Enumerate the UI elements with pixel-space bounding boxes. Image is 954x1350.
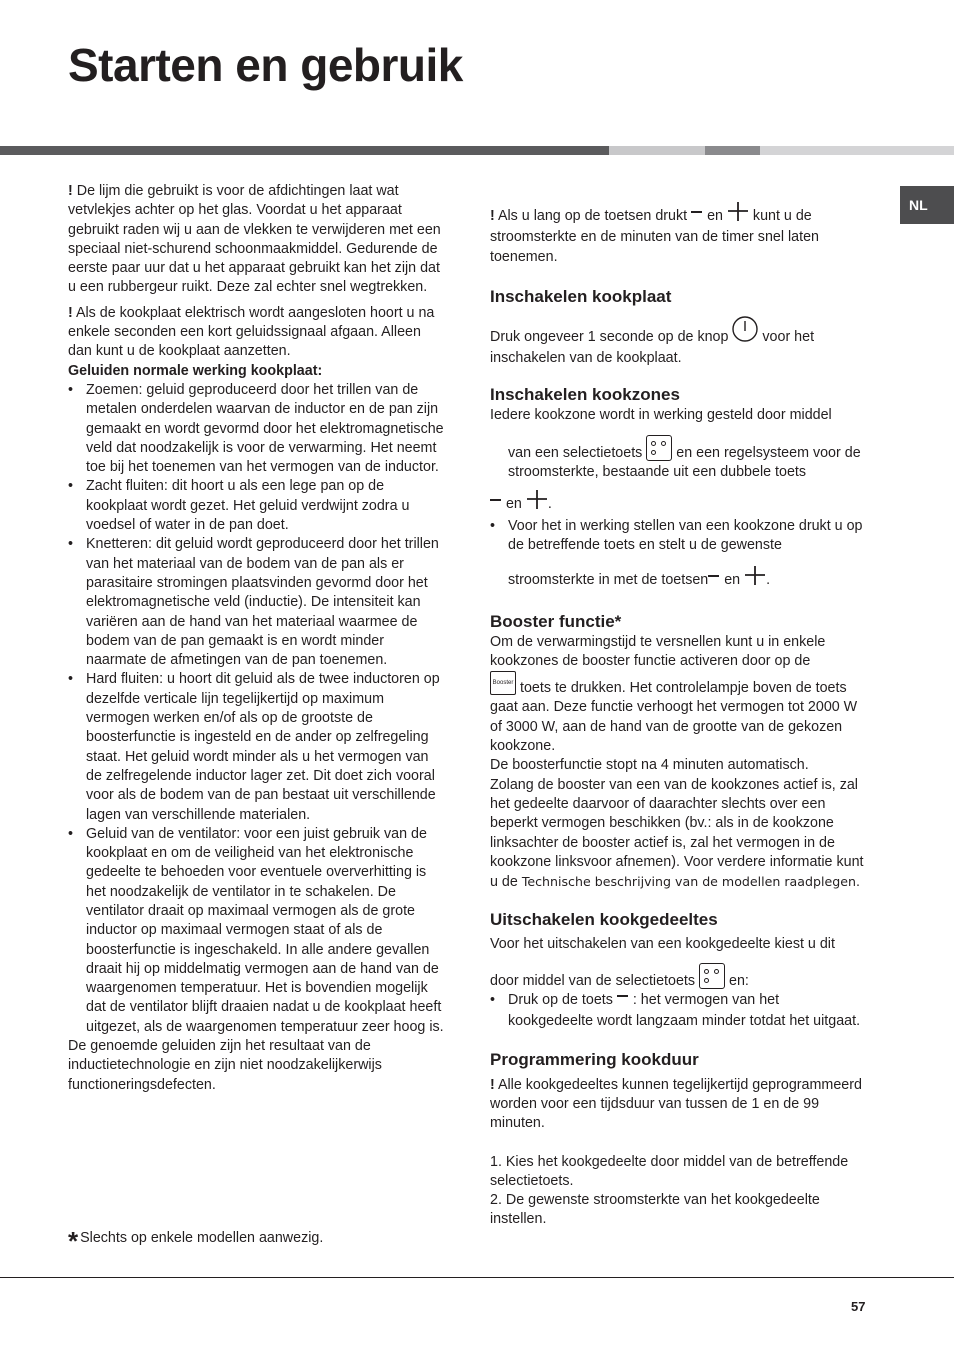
- zones-bullet-part: .: [766, 572, 771, 589]
- section-heading: Booster functie*: [490, 611, 622, 631]
- minus-icon: [490, 496, 502, 516]
- booster-key-icon: Booster: [490, 671, 516, 695]
- fast-increase-tip: [490, 202, 868, 267]
- zones-bullet-part: Voor het in werking stellen van een kookzone drukt u op de betreffende toets en stelt u de gewenste: [508, 517, 863, 553]
- booster-text: [490, 633, 868, 757]
- off-text: [490, 963, 868, 991]
- list-item: • Knetteren: dit geluid wordt geproduceerd door het trillen van het materiaal van de bodem van de pan als er parasitaire stromingen plaatsvinden gevormd door het elektromagnetische veld (inductie). De intensiteit kan variëren aan de hand van het materiaal waarmee de bodem van de pan gemaakt is en wordt minder naarmate de afmetingen van de pan toenemen.: [68, 535, 444, 670]
- zones-bullet-part: stroomsterkte in met de toetsen: [508, 572, 709, 589]
- footnote-mark: *: [68, 1226, 79, 1256]
- hob-on-part: Druk ongeveer 1 seconde op de knop: [490, 328, 733, 345]
- off-bullet-part: : het vermogen van het kookgedeelte wordt langzaam minder totdat het uitgaat.: [508, 992, 861, 1030]
- selector-icon: [699, 963, 725, 989]
- booster-part: toets te drukken. Het controlelampje boven de toets gaat aan. Deze functie verhoogt het vermogen tot 2000 W of 3000 W, aan de hand van de grootte van de gekozen kookzone.: [490, 680, 858, 755]
- sounds-closing: De genoemde geluiden zijn het resultaat van de inductietechnologie en zijn niet noodzakelijkerwijs functioneringsdefecten.: [68, 1038, 382, 1093]
- plus-icon: [744, 566, 766, 592]
- minus-icon: [691, 208, 703, 228]
- warning-mark: !: [68, 304, 73, 321]
- plus-icon: [526, 490, 548, 516]
- power-icon: [732, 315, 758, 349]
- zones-part: van een selectietoets: [508, 444, 647, 461]
- footnote-text: Slechts op enkele modellen aanwezig.: [80, 1230, 324, 1246]
- minus-icon: [617, 992, 629, 1012]
- booster-part: Om de verwarmingstijd te versnellen kunt u in enkele kookzones de booster functie activeren door op de: [490, 633, 826, 669]
- section-heading: Inschakelen kookzones: [490, 385, 680, 405]
- program-step-2: 2. De gewenste stroomsterkte van het kookgedeelte instellen.: [490, 1192, 820, 1228]
- header-bar-light-end: [760, 146, 954, 155]
- zones-text: [490, 435, 868, 483]
- warning-mark: !: [490, 208, 495, 224]
- header-bar-mid: [705, 146, 760, 155]
- header-bar-dark: [0, 146, 609, 155]
- zones-part: en een regelsysteem voor de stroomsterkte, bestaande uit een dubbele toets: [508, 444, 861, 481]
- section-heading: Programmering kookduur: [490, 1049, 699, 1069]
- off-bullet-part: Druk op de toets: [508, 992, 617, 1009]
- off-intro: Voor het uitschakelen van een kookgedeelte kiest u dit: [490, 936, 835, 953]
- off-list: [490, 991, 868, 1032]
- zones-bullet-part: en: [720, 572, 745, 589]
- warning-mark: !: [68, 183, 73, 199]
- booster-part: Zolang de booster van een van de kookzones actief is, zal het gedeelte daarvoor of daarachter slechts over een beperkt vermogen beschikken (bv.: als in de kookzone linksachter de booster actief is, zal het vermogen in de kookzone linksvoor afnemen). Voor verdere informatie kunt u de: [490, 776, 864, 891]
- booster-limit: [490, 776, 868, 893]
- tip-text: kunt u de stroomsterkte en de minuten van de timer snel laten toenemen.: [490, 208, 819, 265]
- list-item: • Zacht fluiten: dit hoort u als een lege pan op de kookplaat wordt gezet. Het geluid verdwijnt zodra u voedsel of water in de pan doet.: [68, 477, 444, 535]
- language-tab: NL: [900, 186, 954, 224]
- footnote: [68, 1226, 323, 1257]
- adhesive-note-text: De lijm die gebruikt is voor de afdichtingen laat wat vetvlekjes achter op het glas. Voordat u het apparaat gebruikt raden wij u aan de vlekken te verwijderen met een speciaal niet-schurend schoonmaakmiddel. Gedurende de eerste paar uur dat u het apparaat gebruikt kan het zijn dat u een rubbergeur ruikt. Deze zal echter snel wegtrekken.: [68, 183, 441, 296]
- program-note: [490, 1076, 868, 1134]
- hob-on-text: [490, 315, 868, 369]
- booster-stop: De boosterfunctie stopt na 4 minuten automatisch.: [490, 757, 809, 774]
- sounds-heading: Geluiden normale werking kookplaat:: [68, 362, 323, 379]
- minus-icon: [708, 572, 720, 592]
- left-column: [68, 182, 444, 1095]
- page-title: Starten en gebruik: [68, 39, 463, 91]
- off-part: en:: [725, 972, 749, 989]
- footer-rule: [0, 1277, 954, 1278]
- zones-list: [490, 517, 868, 593]
- header-bar-light: [609, 146, 705, 155]
- section-heading: Uitschakelen kookgedeeltes: [490, 910, 718, 930]
- section-heading: Inschakelen kookplaat: [490, 286, 672, 306]
- right-column: [490, 202, 868, 1230]
- plus-icon: [727, 202, 749, 228]
- list-item: [490, 991, 868, 1032]
- list-item: • Hard fluiten: u hoort dit geluid als de twee inductoren op dezelfde verticale lijn tegelijkertijd op maximum vermogen werken en/of als op de grootste de boosterfunctie is ingesteld en de ander op zelfregeling staat. Het geluid wordt minder als u het vermogen van de zelfregelende inductor lager zet. Dit doet zich vooral voor als de bodem van de pan bestaat uit verschillende lagen van verschillende materialen.: [68, 670, 444, 824]
- selector-icon: [646, 435, 672, 461]
- list-item: • Zoemen: geluid geproduceerd door het trillen van de metalen onderdelen waarvan de inductor en de pan zijn gemaakt en wordt gevormd door het elektromagnetische veld dat noodzakelijk is voor de verwarming. Het neemt toe bij het toenemen van het vermogen van de inductor.: [68, 381, 444, 477]
- program-note-text: Alle kookgedeeltes kunnen tegelijkertijd geprogrammeerd worden voor een tijdsduur van tussen de 1 en de 99 minuten.: [490, 1076, 862, 1132]
- zones-intro: Iedere kookzone wordt in werking gesteld door middel: [490, 407, 832, 424]
- warning-mark: !: [490, 1076, 495, 1093]
- page-number: 57: [851, 1299, 866, 1314]
- signal-note-text: Als de kookplaat elektrisch wordt aangesloten hoort u na enkele seconden een kort geluidssignaal afgaan. Alleen dan kunt u de kookplaat aanzetten.: [68, 304, 435, 360]
- program-step-1: 1. Kies het kookgedeelte door middel van de betreffende selectietoets.: [490, 1153, 849, 1189]
- tip-text: en: [703, 208, 727, 224]
- adhesive-note: [68, 182, 444, 298]
- sounds-list: [68, 381, 444, 1037]
- zones-part: .: [547, 496, 552, 513]
- tip-text: Als u lang op de toetsen drukt: [494, 208, 692, 224]
- zones-part: en: [502, 496, 526, 513]
- list-item: • Geluid van de ventilator: voor een juist gebruik van de kookplaat en om de veiligheid van het elektronische gedeelte te behoeden voor eventuele oververhitting is het noodzakelijk de ventilator in te schakelen. De ventilator draait op maximaal vermogen als de grote inductor op maximaal vermogen staat of als de boosterfunctie is ingeschakeld. In alle andere gevallen draait hij op middelmatig vermogen aan de hand van de waargenomen temperatuur. Het is bovendien mogelijk dat de ventilator blijft draaien nadat u de kookplaat heeft uitgezet, als de waargenomen temperatuur zeer hoog is.: [68, 825, 444, 1037]
- list-item: [490, 517, 868, 593]
- hob-on-part: voor het inschakelen van de kookplaat.: [490, 328, 815, 367]
- zones-keys: [490, 490, 868, 516]
- off-part: door middel van de selectietoets: [490, 972, 700, 989]
- booster-reference: Technische beschrijving van de modellen raadplegen.: [521, 874, 860, 890]
- signal-note: [68, 304, 444, 362]
